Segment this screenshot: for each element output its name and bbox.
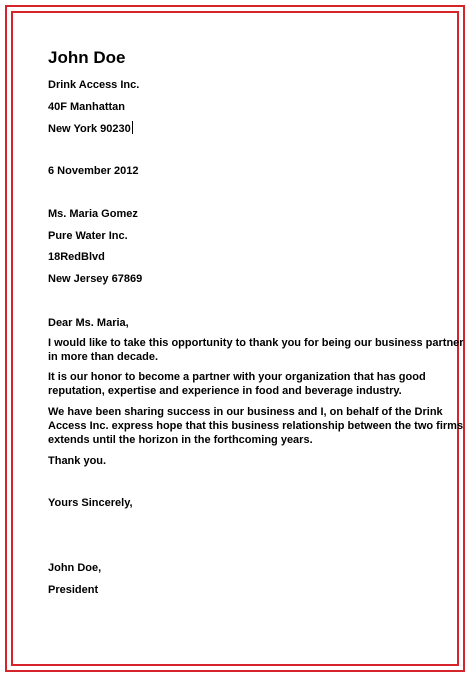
body-paragraph-3 [48,405,463,447]
text-cursor [132,121,133,134]
paragraph-line: reputation, expertise and experience in food and beverage industry. [48,385,402,397]
recipient-name: Ms. Maria Gomez [48,208,138,220]
paragraph-line: We have been sharing success in our business and I, on behalf of the Drink [48,406,443,418]
sender-name: John Doe [48,48,126,67]
paragraph-line: Access Inc. express hope that this business relationship between the two firms [48,420,464,432]
paragraph-line: It is our honor to become a partner with your organization that has good [48,371,426,383]
recipient-street: 18RedBlvd [48,251,105,263]
paragraph-line: extends until the horizon in the forthcoming years. [48,434,313,446]
sender-city: New York 90230 [48,123,131,135]
body-paragraph-1 [48,336,464,364]
paragraph-line: I would like to take this opportunity to thank you for being our business partner [48,337,464,349]
signature-title: President [48,584,99,596]
sender-company: Drink Access Inc. [48,79,140,91]
letter-date: 6 November 2012 [48,165,139,177]
signature-name: John Doe, [48,562,102,574]
paragraph-line: in more than decade. [48,351,159,363]
body-paragraph-2 [48,370,426,398]
sender-street: 40F Manhattan [48,101,126,113]
thank-you: Thank you. [48,455,107,467]
closing: Yours Sincerely, [48,497,133,509]
salutation: Dear Ms. Maria, [48,317,129,329]
sender-city-line [48,121,133,136]
recipient-city: New Jersey 67869 [48,273,143,285]
recipient-company: Pure Water Inc. [48,230,128,242]
